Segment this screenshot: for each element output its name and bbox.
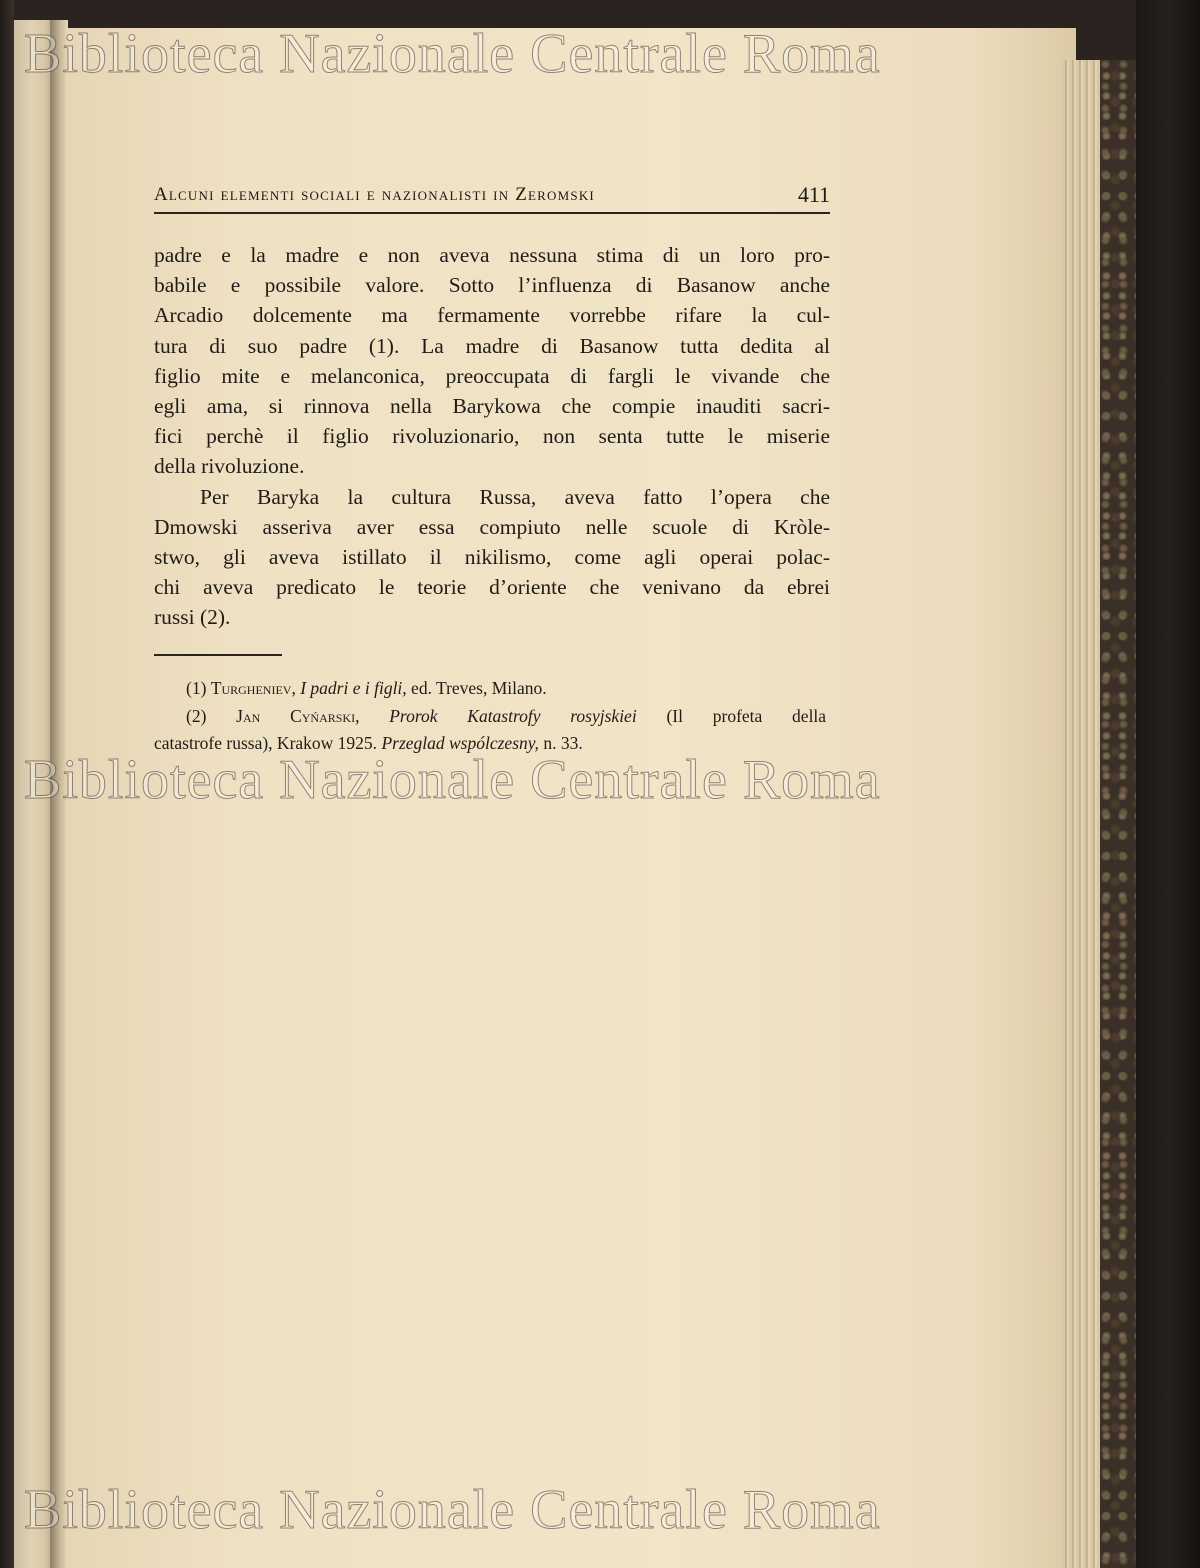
text-line: chi aveva predicato le teorie d’oriente che venivano da ebrei (154, 575, 830, 600)
footnote-mark: (1) (186, 678, 207, 698)
text-line: egli ama, si rinnova nella Barykowa che compie inauditi sacri- (154, 393, 830, 418)
header-rule (154, 212, 830, 214)
page-number: 411 (797, 182, 830, 207)
text-line: Per Baryka la cultura Russa, aveva fatto l’opera che (200, 484, 830, 509)
footnote-title: I padri e i figli, (300, 678, 407, 698)
text-line: stwo, gli aveva istillato il nikilismo, come agli operai polac- (154, 544, 830, 569)
text-line: padre e la madre e non aveva nessuna stima di un loro pro- (154, 243, 830, 267)
body-text (154, 240, 830, 632)
text-line: fici perchè il figlio rivoluzionario, non senta tutte le miserie (154, 424, 830, 449)
text-line: della rivoluzione. (154, 454, 305, 479)
running-header (154, 180, 830, 216)
footnotes (154, 675, 826, 758)
text-line: babile e possibile valore. Sotto l’influenza di Basanow anche (154, 273, 830, 298)
text-line: Dmowski asseriva aver essa compiuto nelle scuole di Kròle- (154, 514, 830, 539)
footnote-text: ed. Treves, Milano. (411, 678, 547, 698)
footnote-title: Przeglad wspólczesny, (381, 733, 539, 753)
book-cover-left (0, 0, 14, 1568)
text-line: russi (2). (154, 605, 231, 630)
footnote-author: Jan Cyńarski, (236, 705, 360, 726)
footnote-text: n. 33. (543, 733, 583, 753)
text-line: figlio mite e melanconica, preoccupata di fargli le vivande che (154, 363, 830, 388)
text-line: tura di suo padre (1). La madre di Basanow tutta dedita al (154, 333, 830, 358)
text-line: Arcadio dolcemente ma fermamente vorrebbe rifare la cul- (154, 303, 830, 328)
footnote-1 (154, 675, 826, 703)
footnote-mark: (2) (186, 705, 207, 726)
watermark-middle: Biblioteca Nazionale Centrale Roma (24, 749, 881, 811)
watermark-top: Biblioteca Nazionale Centrale Roma (24, 23, 881, 85)
watermark-bottom: Biblioteca Nazionale Centrale Roma (24, 1479, 881, 1541)
footnote-author: Turgheniev, (210, 678, 296, 698)
footnote-text: catastrofe russa), Krakow 1925. (154, 733, 378, 753)
footnote-text: (Il profeta della (666, 705, 827, 726)
page-edges (1062, 60, 1102, 1568)
footnote-title: Prorok Katastrofy rosyjskiei (389, 705, 637, 726)
footnote-2 (154, 703, 826, 731)
footnote-rule (154, 654, 282, 656)
marbled-endpaper (1100, 60, 1138, 1568)
running-header-title: Alcuni elementi sociali e nazionalisti in Zeromski (154, 184, 595, 205)
